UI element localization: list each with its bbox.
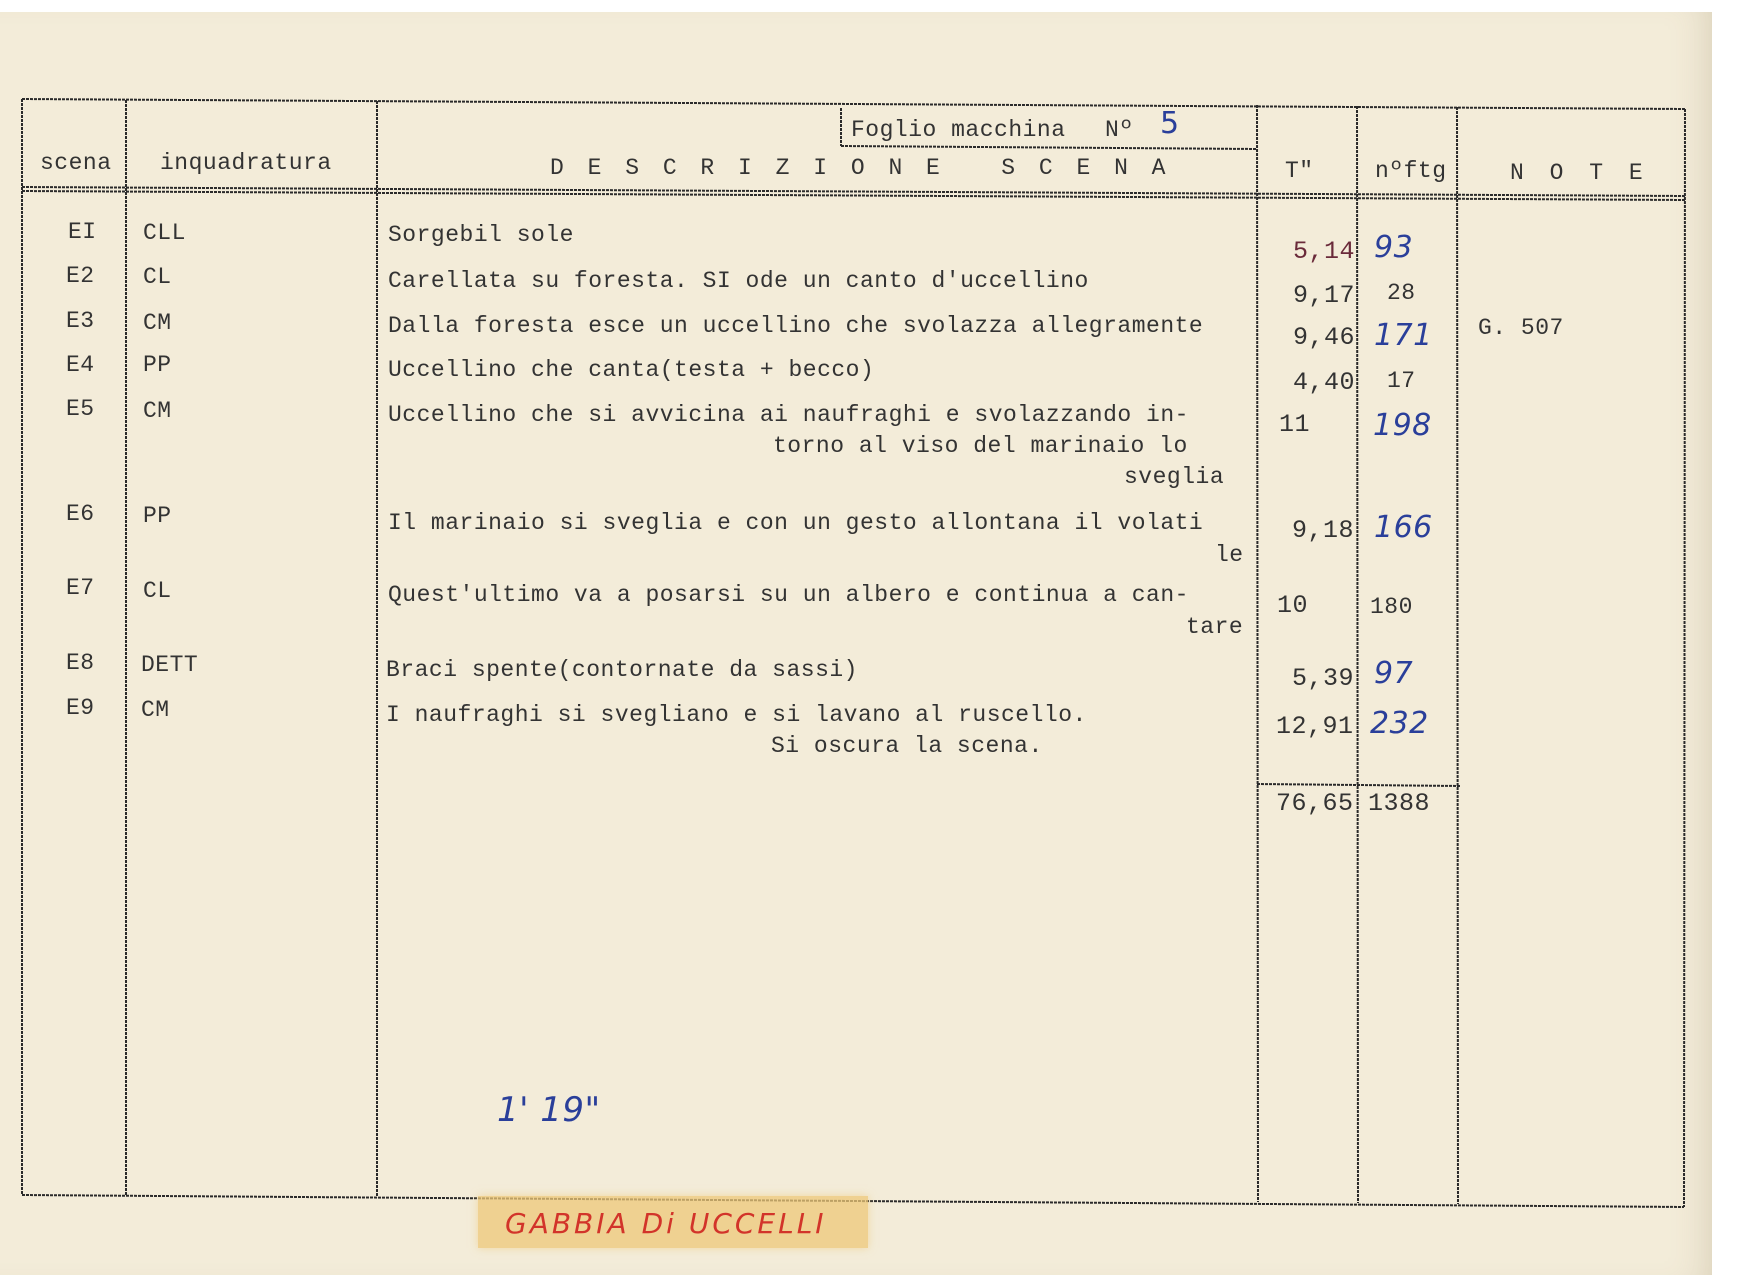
header-inquadratura: inquadratura	[160, 150, 332, 176]
row-tempo: 9,18	[1292, 516, 1355, 545]
row-tempo: 9,17	[1293, 281, 1356, 310]
row-descrizione: tare	[1186, 614, 1244, 640]
row-descrizione: Si oscura la scena.	[771, 733, 1043, 759]
total-nftg: 1388	[1368, 789, 1431, 818]
row-scena: E6	[66, 501, 95, 527]
row-descrizione: Sorgebil sole	[388, 222, 574, 248]
grid-foglio-line	[841, 146, 1257, 149]
row-tempo: 10	[1277, 591, 1309, 620]
row-descrizione: torno al viso del marinaio lo	[773, 433, 1188, 459]
row-scena: E4	[66, 352, 95, 378]
row-descrizione: Quest'ultimo va a posarsi su un albero e continua a can-	[388, 582, 1189, 608]
header-note: N O T E	[1510, 160, 1649, 186]
row-scena: E5	[66, 396, 95, 422]
row-nftg: 171	[1374, 318, 1433, 353]
row-tempo: 5,39	[1292, 664, 1355, 693]
row-inquadratura: CL	[143, 578, 172, 604]
header-tempo: T"	[1285, 158, 1314, 184]
row-nftg: 198	[1373, 408, 1432, 443]
grid-col-line	[1357, 106, 1358, 1203]
header-nftg: nºftg	[1375, 158, 1447, 184]
row-inquadratura: CM	[141, 697, 170, 723]
row-descrizione: le	[1215, 542, 1244, 568]
header-scena: scena	[40, 150, 112, 176]
total-tempo: 76,65	[1276, 789, 1354, 818]
row-nftg: 166	[1374, 510, 1433, 545]
grid-top-line	[22, 99, 1685, 109]
row-descrizione: Carellata su foresta. SI ode un canto d'uccellino	[388, 268, 1089, 294]
row-nftg: 97	[1374, 656, 1414, 691]
row-note: G. 507	[1478, 315, 1564, 341]
grid-right-line	[1684, 109, 1685, 1207]
row-inquadratura: PP	[143, 352, 172, 378]
row-descrizione: Uccellino che canta(testa + becco)	[388, 357, 875, 383]
row-inquadratura: CLL	[143, 220, 186, 246]
row-scena: EI	[68, 219, 97, 245]
handwritten-duration: 1' 19"	[497, 1090, 601, 1130]
row-nftg: 232	[1370, 706, 1429, 741]
tape-label: GABBIA Di UCCELLI	[505, 1207, 827, 1240]
row-scena: E2	[66, 263, 95, 289]
row-tempo: 12,91	[1276, 712, 1354, 741]
row-inquadratura: DETT	[141, 652, 199, 678]
row-scena: E7	[66, 575, 95, 601]
row-inquadratura: CM	[143, 398, 172, 424]
row-scena: E3	[66, 308, 95, 334]
row-descrizione: I naufraghi si svegliano e si lavano al ruscello.	[386, 702, 1087, 728]
row-nftg: 180	[1370, 594, 1413, 620]
grid-col-line	[1457, 107, 1458, 1204]
row-descrizione: sveglia	[1124, 464, 1225, 490]
row-scena: E8	[66, 650, 95, 676]
foglio-no-label: Nº	[1105, 117, 1134, 143]
row-inquadratura: CL	[143, 264, 172, 290]
row-tempo: 4,40	[1293, 368, 1356, 397]
row-inquadratura: CM	[143, 310, 172, 336]
row-descrizione: Braci spente(contornate da sassi)	[386, 657, 858, 683]
foglio-macchina-label: Foglio macchina	[851, 117, 1066, 143]
header-descrizione: D E S C R I Z I O N E S C E N A	[550, 155, 1171, 181]
grid-totals-line	[1257, 784, 1460, 786]
foglio-number: 5	[1160, 106, 1180, 141]
row-descrizione: Il marinaio si sveglia e con un gesto allontana il volati	[388, 510, 1204, 536]
row-descrizione: Uccellino che si avvicina ai naufraghi e svolazzando in-	[388, 402, 1189, 428]
row-tempo: 11	[1279, 410, 1311, 439]
row-tempo: 5,14	[1293, 237, 1356, 266]
grid-col-line	[1257, 105, 1258, 1202]
row-nftg: 93	[1374, 230, 1414, 265]
row-descrizione: Dalla foresta esce un uccellino che svolazza allegramente	[388, 313, 1204, 339]
row-tempo: 9,46	[1293, 323, 1356, 352]
row-scena: E9	[66, 695, 95, 721]
row-inquadratura: PP	[143, 503, 172, 529]
row-nftg: 17	[1387, 368, 1416, 394]
row-nftg: 28	[1387, 280, 1416, 306]
